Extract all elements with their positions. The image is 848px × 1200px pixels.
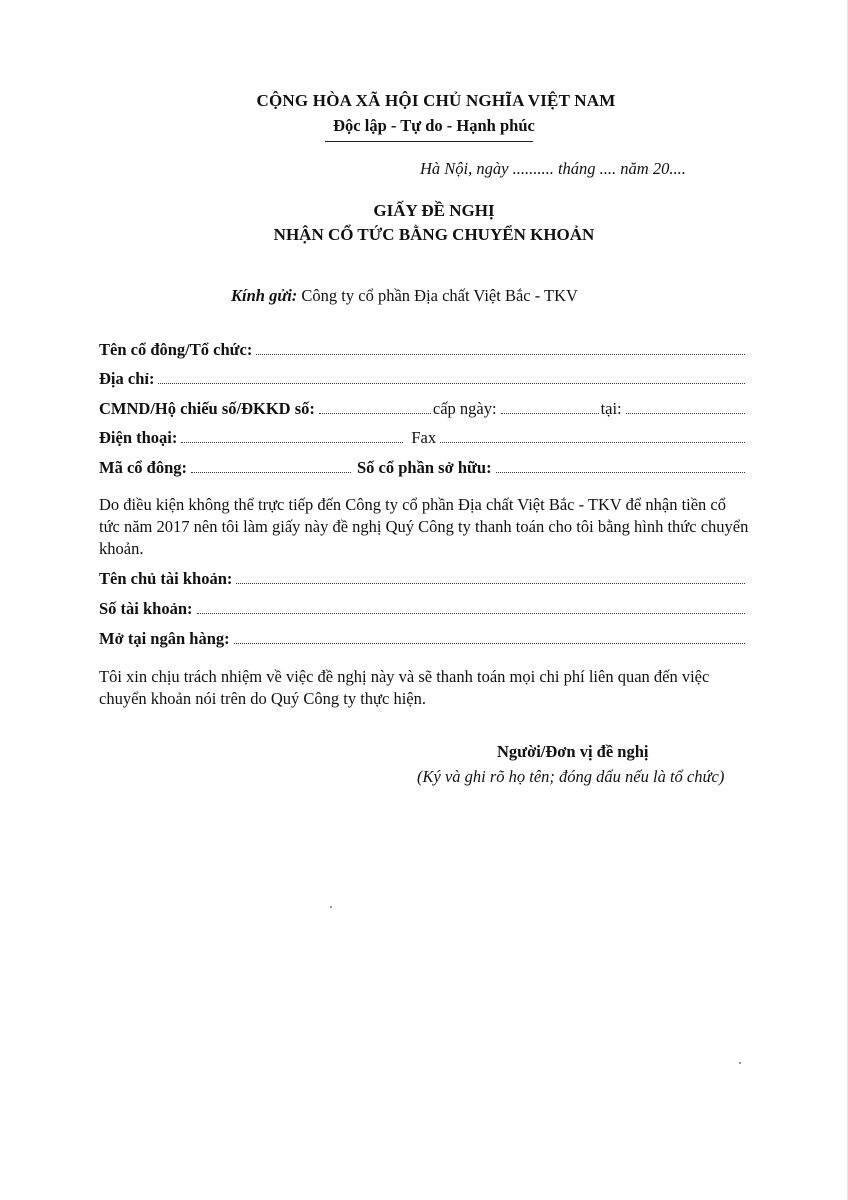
id-row	[99, 397, 747, 419]
motto-underline	[325, 141, 533, 142]
date-line: Hà Nội, ngày .......... tháng .... năm 20....	[420, 159, 686, 178]
bank-field[interactable]	[234, 643, 745, 644]
account-number-field[interactable]	[197, 613, 745, 614]
shares-owned-label: Số cổ phần sở hữu:	[357, 458, 492, 477]
shareholder-code-row	[99, 456, 747, 478]
recipient-line	[231, 286, 578, 306]
recipient-name: Công ty cổ phần Địa chất Việt Bắc - TKV	[301, 286, 578, 305]
national-title: CỘNG HÒA XÃ HỘI CHỦ NGHĨA VIỆT NAM	[256, 91, 616, 110]
issue-place-label: tại:	[600, 399, 622, 418]
request-paragraph: Do điều kiện không thể trực tiếp đến Công ty cổ phần Địa chất Việt Bắc - TKV để nhận tiền cổ tức năm 2017 nên tôi làm giấy này đề nghị Quý Công ty thanh toán cho tôi bằng hình thức chuyển khoản.	[99, 495, 749, 558]
bank-label: Mở tại ngân hàng:	[99, 629, 230, 648]
recipient-label: Kính gửi:	[231, 286, 298, 305]
bank-row	[99, 627, 747, 649]
document-title: GIẤY ĐỀ NGHỊ	[373, 201, 495, 220]
phone-field[interactable]	[181, 442, 403, 443]
national-motto: Độc lập - Tự do - Hạnh phúc	[333, 116, 535, 135]
address-field[interactable]	[158, 383, 745, 384]
responsibility-paragraph: Tôi xin chịu trách nhiệm về việc đề nghị này và sẽ thanh toán mọi chi phí liên quan đến việc chuyển khoản nói trên do Quý Công ty thực hiện.	[99, 667, 710, 708]
address-row	[99, 367, 747, 389]
id-number-field[interactable]	[319, 413, 431, 414]
shares-owned-field[interactable]	[496, 472, 745, 473]
shareholder-name-label: Tên cổ đông/Tổ chức:	[99, 340, 253, 359]
account-number-label: Số tài khoản:	[99, 599, 193, 618]
id-number-label: CMND/Hộ chiếu số/ĐKKD số:	[99, 399, 315, 418]
shareholder-name-row	[99, 338, 747, 360]
document-subtitle: NHẬN CỔ TỨC BẰNG CHUYỂN KHOẢN	[273, 225, 595, 244]
issue-place-field[interactable]	[626, 413, 745, 414]
scan-speck	[330, 906, 332, 908]
account-number-row	[99, 597, 747, 619]
scan-speck	[739, 1062, 741, 1064]
shareholder-name-field[interactable]	[256, 354, 745, 355]
fax-field[interactable]	[440, 442, 745, 443]
shareholder-code-label: Mã cổ đông:	[99, 458, 187, 477]
signature-note: (Ký và ghi rõ họ tên; đóng dấu nếu là tổ chức)	[417, 767, 725, 786]
phone-row	[99, 426, 747, 448]
shareholder-code-field[interactable]	[191, 472, 351, 473]
account-holder-row	[99, 567, 747, 589]
phone-label: Điện thoại:	[99, 428, 178, 447]
issue-date-field[interactable]	[501, 413, 599, 414]
signature-area[interactable]	[417, 800, 752, 960]
account-holder-field[interactable]	[236, 583, 745, 584]
issue-date-label: cấp ngày:	[432, 399, 497, 418]
signature-title: Người/Đơn vị đề nghị	[497, 742, 649, 761]
account-holder-label: Tên chủ tài khoản:	[99, 569, 233, 588]
address-label: Địa chỉ:	[99, 369, 155, 388]
fax-label: Fax	[411, 428, 437, 447]
